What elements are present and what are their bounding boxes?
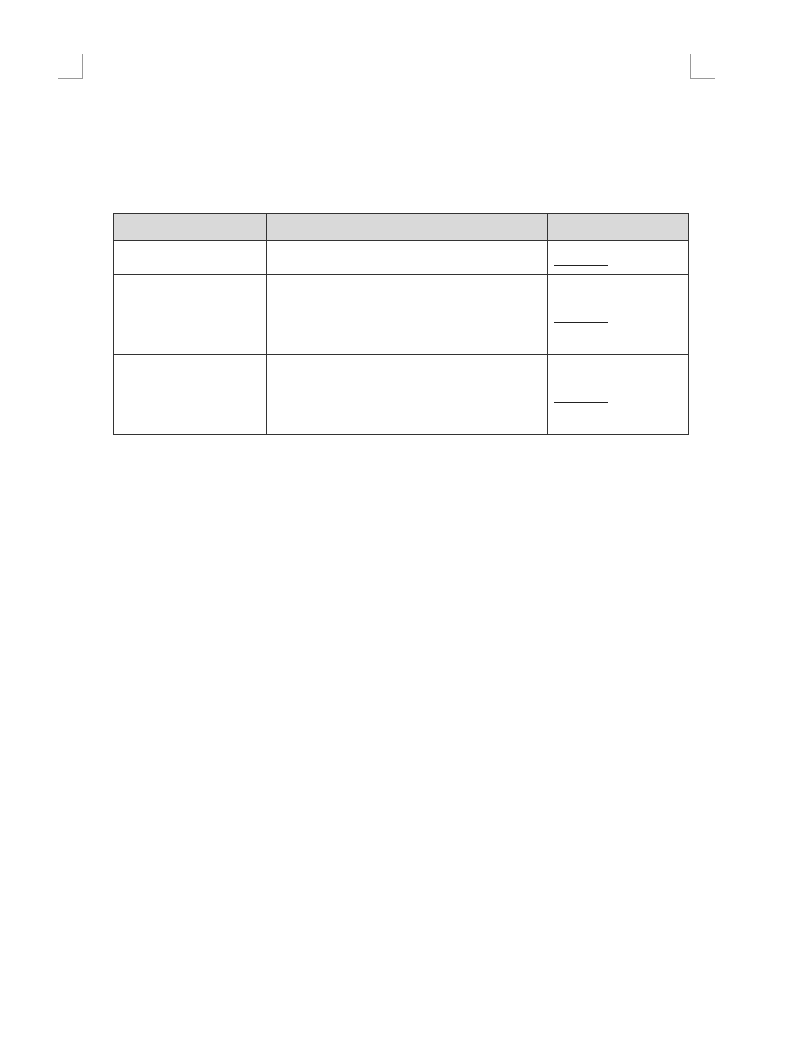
header-word (114, 214, 267, 241)
row1-word (114, 241, 267, 275)
row3-answer (548, 355, 689, 435)
essay-title (0, 643, 807, 677)
table-row (114, 355, 689, 435)
row2-word (114, 275, 267, 355)
row2-answer (548, 275, 689, 355)
answer-blank (554, 386, 608, 403)
row1-hint (267, 241, 548, 275)
row2-hint (267, 275, 548, 355)
row1-answer (548, 241, 689, 275)
answer-blank (554, 306, 608, 323)
row3-word (114, 355, 267, 435)
crop-mark-top-left (58, 54, 83, 79)
crop-mark-top-right (690, 54, 715, 79)
method-table (113, 213, 689, 435)
table-row (114, 275, 689, 355)
table-row (114, 241, 689, 275)
table-header-row (114, 214, 689, 241)
header-hint (267, 214, 548, 241)
row3-hint (267, 355, 548, 435)
header-meaning (548, 214, 689, 241)
answer-blank (554, 249, 608, 266)
